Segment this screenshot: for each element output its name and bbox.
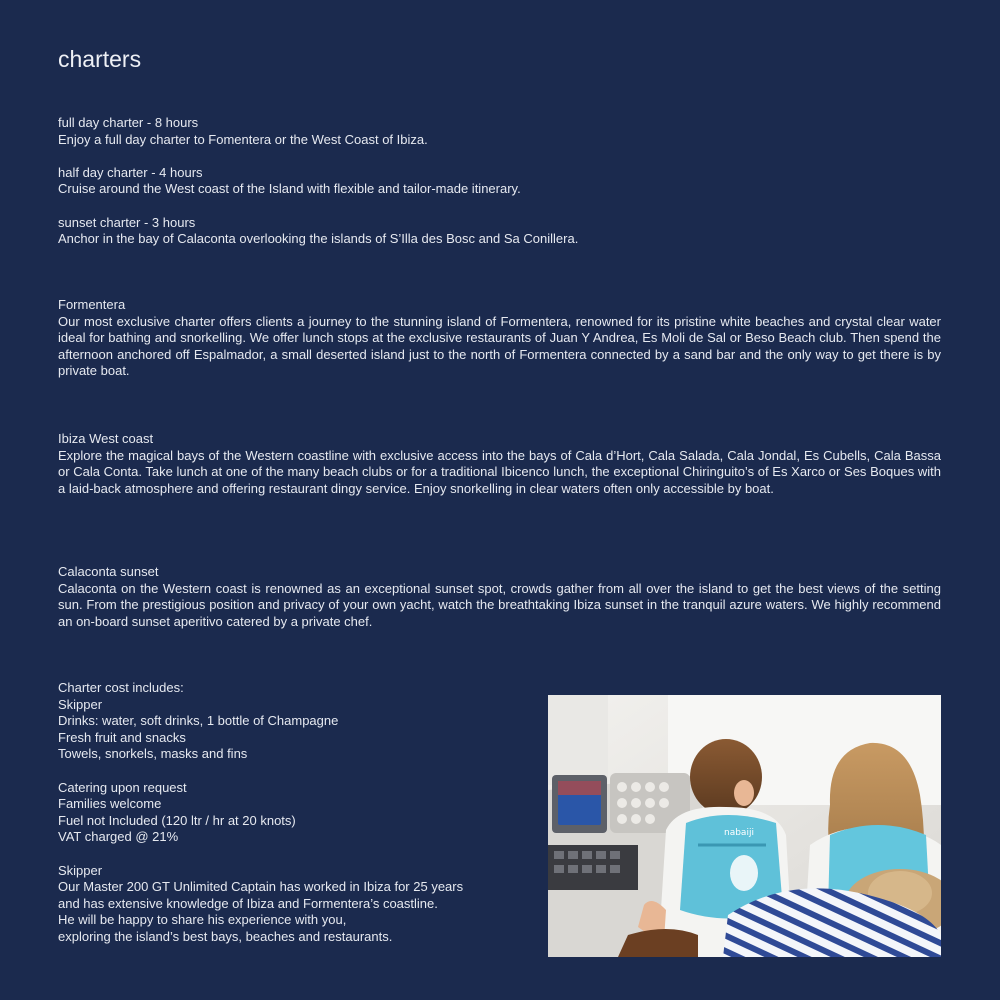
skipper-heading: Skipper — [58, 862, 103, 878]
list-item: Drinks: water, soft drinks, 1 bottle of Champagne — [58, 713, 339, 729]
option-name: half day charter - 4 hours — [58, 164, 203, 180]
children-on-yacht-photo — [548, 695, 941, 957]
skipper-line: Our Master 200 GT Unlimited Captain has worked in Ibiza for 25 years — [58, 879, 464, 895]
section-text: Calaconta on the Western coast is renowned as an exceptional sunset spot, crowds gather from all over the island to get the best views of the setting sun. From the prestigious position and privacy of your own yacht, watch the breathtaking Ibiza sunset in the tranquil azure waters. We highly recommend an on-board sunset aperitivo catered by a private chef. — [58, 580, 941, 629]
section-text: Explore the magical bays of the Western coastline with exclusive access into the bays of Cala d’Hort, Cala Salada, Cala Jondal, Es Cubells, Cala Bassa or Cala Conta. Take lunch at one of the many beach clubs or for a traditional Ibicenco lunch, the exceptional Chiringuito’s of Es Xarco or Ses Boques with a laid-back atmosphere and offering restaurant dingy service. Enjoy snorkelling in clear waters often only accessible by boat. — [58, 447, 941, 496]
section-calaconta-sunset — [58, 564, 941, 630]
option-name: full day charter - 8 hours — [58, 115, 199, 130]
includes-heading: Charter cost includes: — [58, 680, 184, 695]
skipper-line: and has extensive knowledge of Ibiza and Formentera’s coastline. — [58, 895, 438, 911]
list-item: Towels, snorkels, masks and fins — [58, 746, 248, 762]
section-heading: Calaconta sunset — [58, 564, 159, 579]
vest-label: nabaiji — [724, 828, 754, 838]
option-description: Enjoy a full day charter to Fomentera or the West Coast of Ibiza. — [58, 131, 428, 147]
list-item: Catering upon request — [58, 779, 187, 795]
charter-includes — [58, 680, 538, 946]
charter-options — [58, 115, 578, 248]
list-item: Fuel not Included (120 ltr / hr at 20 knots) — [58, 812, 296, 828]
section-text: Our most exclusive charter offers clients a journey to the stunning island of Formentera, renowned for its pristine white beaches and crystal clear water ideal for bathing and snorkelling. We offer lunch stops at the exclusive restaurants of Juan Y Andrea, Es Moli de Sal or Beso Beach club. Then spend the afternoon anchored off Espalmador, a small deserted island just to the north of Formentera connected by a sand bar and the only way to get there is by private boat. — [58, 313, 941, 379]
page-title: charters — [58, 46, 142, 72]
photo-illustration — [548, 695, 941, 957]
option-description: Cruise around the West coast of the Island with flexible and tailor-made itinerary. — [58, 181, 521, 197]
skipper-line: He will be happy to share his experience with you, — [58, 912, 347, 928]
section-heading: Ibiza West coast — [58, 431, 154, 446]
list-item: VAT charged @ 21% — [58, 829, 179, 845]
skipper-line: exploring the island’s best bays, beaches and restaurants. — [58, 928, 393, 944]
list-item: Families welcome — [58, 796, 162, 812]
section-heading: Formentera — [58, 297, 126, 312]
section-formentera — [58, 297, 941, 380]
option-name: sunset charter - 3 hours — [58, 214, 196, 230]
list-item: Fresh fruit and snacks — [58, 729, 186, 745]
section-ibiza-west-coast — [58, 431, 941, 497]
list-item: Skipper — [58, 696, 103, 712]
option-description: Anchor in the bay of Calaconta overlooking the islands of S’Illa des Bosc and Sa Conillera. — [58, 231, 579, 247]
